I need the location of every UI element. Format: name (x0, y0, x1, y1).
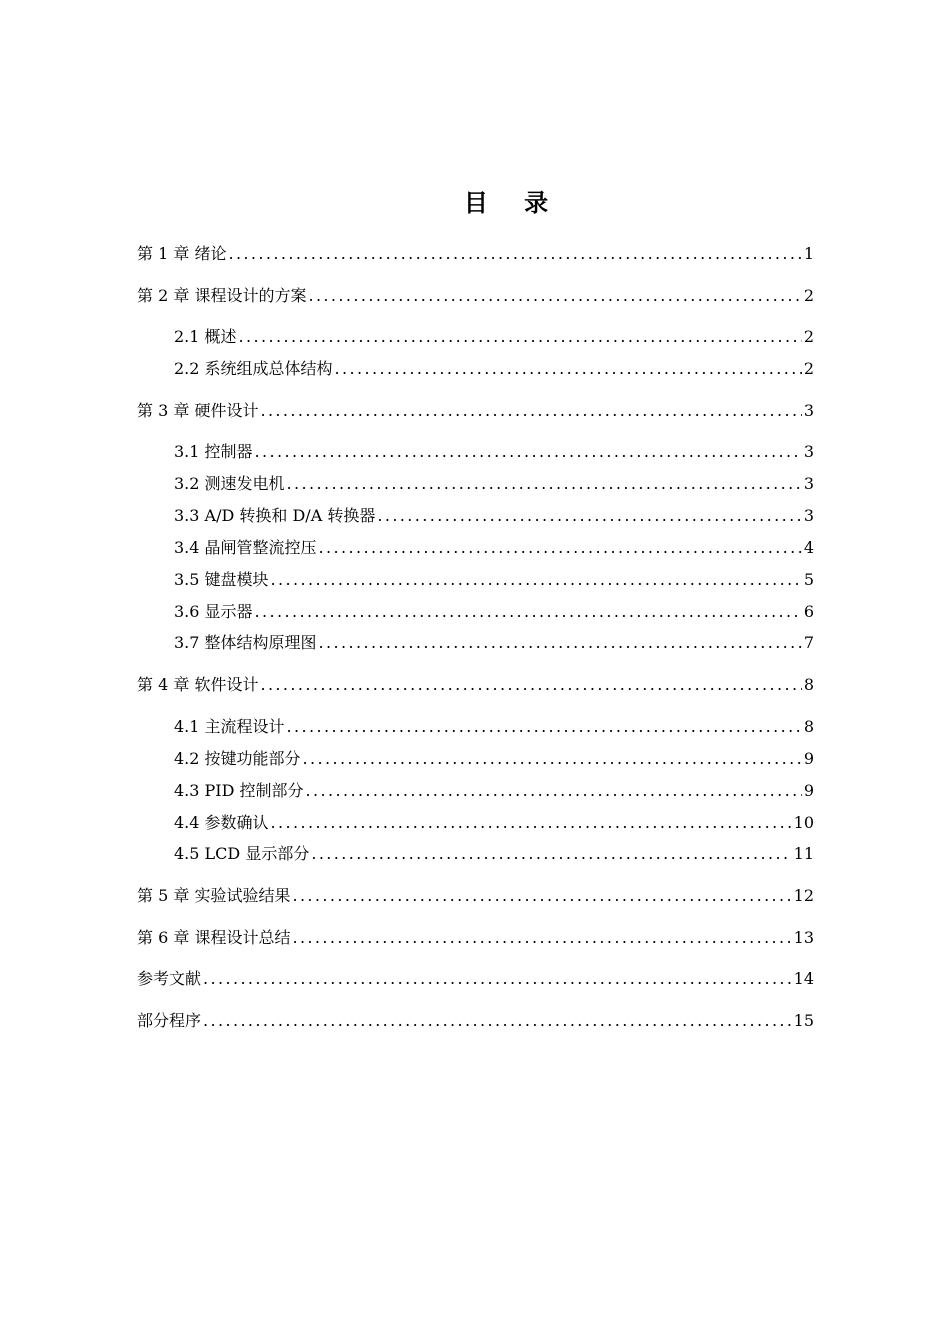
toc-entry-leader (311, 843, 791, 865)
toc-entry-page-number: 12 (793, 886, 814, 905)
toc-entry-page-number: 11 (793, 844, 814, 863)
toc-entry-page-number: 8 (803, 717, 814, 736)
toc-entry-page-number: 9 (803, 781, 814, 800)
toc-entry-page-number: 4 (803, 538, 814, 557)
toc-entry-page-number: 3 (803, 474, 814, 493)
toc-entry-label: 第 3 章 硬件设计 (137, 401, 259, 420)
toc-entry (174, 441, 814, 463)
toc-entry-leader (260, 400, 801, 422)
toc-entry-label: 4.3 PID 控制部分 (174, 781, 304, 800)
toc-entry-page-number: 1 (803, 244, 814, 263)
toc-entry-label: 3.4 晶闸管整流控压 (174, 538, 317, 557)
toc-entry-label: 2.2 系统组成总体结构 (174, 359, 333, 378)
toc-entry-page-number: 14 (793, 969, 814, 988)
toc-entry-page-number: 13 (793, 928, 814, 947)
toc-entry-label: 4.1 主流程设计 (174, 717, 285, 736)
toc-entry (174, 812, 814, 834)
toc-entry-page-number: 2 (803, 359, 814, 378)
toc-entry-page-number: 7 (803, 633, 814, 652)
toc-entry-page-number: 6 (803, 602, 814, 621)
toc-entry-leader (203, 968, 792, 990)
toc-entry-label: 3.7 整体结构原理图 (174, 633, 317, 652)
toc-entry (174, 358, 814, 380)
toc-entry (174, 632, 814, 654)
toc-entry-label: 第 2 章 课程设计的方案 (137, 286, 307, 305)
toc-entry (174, 505, 814, 527)
toc-entry-leader (287, 473, 802, 495)
toc-entry-leader (260, 674, 801, 696)
toc-entry-label: 4.2 按键功能部分 (174, 749, 301, 768)
toc-entry (174, 780, 814, 802)
toc-entry (137, 1010, 814, 1032)
toc-title: 目 录 (463, 189, 563, 217)
toc-entry-page-number: 15 (793, 1011, 814, 1030)
toc-entry-leader (203, 1010, 792, 1032)
toc-entry-leader (228, 243, 801, 265)
toc-entry (137, 674, 814, 696)
toc-entry (174, 569, 814, 591)
toc-entry (174, 601, 814, 623)
toc-entry-leader (377, 505, 801, 527)
toc-entry (137, 243, 814, 265)
toc-entry (137, 927, 814, 949)
toc-entry-label: 2.1 概述 (174, 327, 237, 346)
toc-entry (174, 748, 814, 770)
toc-entry-page-number: 2 (803, 286, 814, 305)
toc-entry-page-number: 3 (803, 401, 814, 420)
toc-entry-leader (271, 569, 802, 591)
toc-entry (137, 285, 814, 307)
toc-entry-label: 第 5 章 实验试验结果 (137, 886, 291, 905)
toc-entry-leader (319, 537, 802, 559)
toc-entry-leader (239, 326, 802, 348)
toc-entry (174, 843, 814, 865)
toc-entry-page-number: 9 (803, 749, 814, 768)
toc-entry (174, 473, 814, 495)
toc-entry-label: 3.6 显示器 (174, 602, 253, 621)
toc-entry-label: 4.5 LCD 显示部分 (174, 844, 310, 863)
toc-entry-leader (303, 748, 802, 770)
toc-entry-page-number: 5 (803, 570, 814, 589)
toc-entry-label: 4.4 参数确认 (174, 813, 269, 832)
toc-entry-leader (271, 812, 792, 834)
toc-entry-leader (292, 885, 791, 907)
toc-entry-leader (255, 601, 802, 623)
toc-entry (174, 326, 814, 348)
toc-entry (137, 400, 814, 422)
toc-entry (174, 716, 814, 738)
toc-entry-leader (319, 632, 802, 654)
toc-entry (174, 537, 814, 559)
toc-entry-label: 3.5 键盘模块 (174, 570, 269, 589)
toc-entry-label: 第 6 章 课程设计总结 (137, 928, 291, 947)
toc-entry (137, 968, 814, 990)
toc-entry-page-number: 2 (803, 327, 814, 346)
toc-entry-label: 参考文献 (137, 969, 202, 988)
toc-entry-label: 第 4 章 软件设计 (137, 675, 259, 694)
toc-entry-page-number: 3 (803, 506, 814, 525)
toc-entry-leader (308, 285, 801, 307)
toc-entry-label: 第 1 章 绪论 (137, 244, 227, 263)
toc-entry-page-number: 3 (803, 442, 814, 461)
toc-entry-leader (287, 716, 802, 738)
toc-entry-label: 3.2 测速发电机 (174, 474, 285, 493)
toc-entry-label: 部分程序 (137, 1011, 202, 1030)
toc-entry-leader (335, 358, 802, 380)
toc-entry-leader (292, 927, 791, 949)
toc-entry-page-number: 10 (793, 813, 814, 832)
toc-entry (137, 885, 814, 907)
toc-entry-label: 3.1 控制器 (174, 442, 253, 461)
toc-entry-page-number: 8 (803, 675, 814, 694)
toc-entry-leader (306, 780, 802, 802)
toc-entry-leader (255, 441, 802, 463)
toc-entry-label: 3.3 A/D 转换和 D/A 转换器 (174, 506, 376, 525)
